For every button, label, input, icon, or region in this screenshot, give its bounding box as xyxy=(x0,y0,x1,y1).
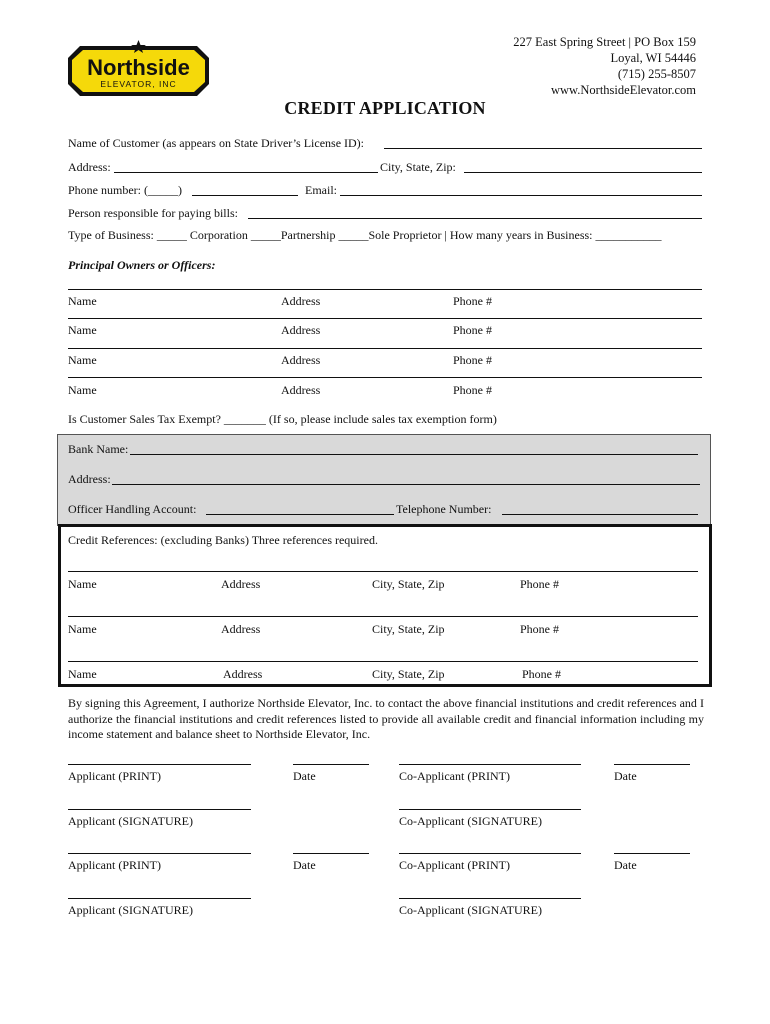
tax-exempt-question: Is Customer Sales Tax Exempt? _______ (If so, please include sales tax exemption form) xyxy=(68,412,497,426)
reference-name-label: Name xyxy=(68,577,97,591)
reference-phone-label: Phone # xyxy=(520,577,559,591)
company-street: 227 East Spring Street | PO Box 159 xyxy=(513,35,696,49)
coapplicant-signature-line[interactable] xyxy=(399,809,581,810)
owner-name-label: Name xyxy=(68,323,97,337)
applicant-print-label: Applicant (PRINT) xyxy=(68,769,161,783)
owner-name-label: Name xyxy=(68,353,97,367)
applicant-print-label: Applicant (PRINT) xyxy=(68,858,161,872)
applicant-print-line[interactable] xyxy=(68,853,251,854)
coapplicant-print-label: Co-Applicant (PRINT) xyxy=(399,769,510,783)
reference-row-3-line[interactable] xyxy=(68,661,698,662)
bank-telephone-label: Telephone Number: xyxy=(396,502,492,516)
owner-phone-label: Phone # xyxy=(453,383,492,397)
officer-label: Officer Handling Account: xyxy=(68,502,197,516)
owner-name-label: Name xyxy=(68,383,97,397)
applicant-signature-line[interactable] xyxy=(68,898,251,899)
owner-phone-label: Phone # xyxy=(453,294,492,308)
date-label: Date xyxy=(614,858,637,872)
email-field[interactable] xyxy=(340,184,702,196)
reference-row-1-line[interactable] xyxy=(68,571,698,572)
date-line[interactable] xyxy=(614,764,690,765)
coapplicant-signature-line[interactable] xyxy=(399,898,581,899)
owner-address-label: Address xyxy=(281,353,321,367)
date-line[interactable] xyxy=(293,764,369,765)
owner-row-3-line[interactable] xyxy=(68,348,702,349)
owner-address-label: Address xyxy=(281,294,321,308)
logo-subtitle: ELEVATOR, INC xyxy=(100,79,177,89)
references-heading: Credit References: (excluding Banks) Three references required. xyxy=(68,533,378,547)
owner-row-1-line[interactable] xyxy=(68,289,702,290)
reference-city-label: City, State, Zip xyxy=(372,577,445,591)
reference-address-label: Address xyxy=(221,577,261,591)
reference-phone-label: Phone # xyxy=(520,622,559,636)
phone-label: Phone number: (_____) xyxy=(68,183,182,197)
date-line[interactable] xyxy=(293,853,369,854)
bank-info-section xyxy=(57,434,711,526)
logo-wordmark: Northside xyxy=(87,55,190,80)
city-state-zip-label: City, State, Zip: xyxy=(380,160,456,174)
payer-field[interactable] xyxy=(248,207,702,219)
customer-name-label: Name of Customer (as appears on State Driver’s License ID): xyxy=(68,136,365,150)
applicant-signature-label: Applicant (SIGNATURE) xyxy=(68,903,193,917)
owner-row-4-line[interactable] xyxy=(68,377,702,378)
city-state-zip-field[interactable] xyxy=(464,161,702,173)
address-label: Address: xyxy=(68,160,111,174)
owner-address-label: Address xyxy=(281,323,321,337)
bank-address-label: Address: xyxy=(68,472,111,486)
reference-phone-label: Phone # xyxy=(522,667,561,681)
officer-field[interactable] xyxy=(206,503,394,515)
date-label: Date xyxy=(614,769,637,783)
applicant-signature-line[interactable] xyxy=(68,809,251,810)
bank-address-field[interactable] xyxy=(112,473,700,485)
business-type-label: Type of Business: _____ Corporation _____Partnership _____Sole Proprietor | How many years in Business: ___________ xyxy=(68,228,662,242)
coapplicant-signature-label: Co-Applicant (SIGNATURE) xyxy=(399,903,542,917)
agreement-text: By signing this Agreement, I authorize Northside Elevator, Inc. to contact the above financial institutions and credit references and I authorize the financial institutions and credit references listed to provide all available credit and financial information including my income statement and balance sheet to Northside Elevator, Inc. xyxy=(68,696,704,741)
credit-references-section xyxy=(58,524,712,687)
owners-heading: Principal Owners or Officers: xyxy=(68,258,216,272)
company-phone: (715) 255-8507 xyxy=(617,67,696,81)
reference-address-label: Address xyxy=(221,622,261,636)
bank-name-label: Bank Name: xyxy=(68,442,129,456)
company-address-block xyxy=(513,34,696,98)
coapplicant-print-line[interactable] xyxy=(399,764,581,765)
payer-label: Person responsible for paying bills: xyxy=(68,206,238,220)
date-label: Date xyxy=(293,858,316,872)
applicant-print-line[interactable] xyxy=(68,764,251,765)
company-city: Loyal, WI 54446 xyxy=(610,51,696,65)
bank-telephone-field[interactable] xyxy=(502,503,698,515)
address-field[interactable] xyxy=(114,161,378,173)
owner-name-label: Name xyxy=(68,294,97,308)
reference-address-label: Address xyxy=(223,667,263,681)
owner-row-2-line[interactable] xyxy=(68,318,702,319)
coapplicant-signature-label: Co-Applicant (SIGNATURE) xyxy=(399,814,542,828)
reference-city-label: City, State, Zip xyxy=(372,667,445,681)
email-label: Email: xyxy=(305,183,337,197)
owner-address-label: Address xyxy=(281,383,321,397)
northside-elevator-logo xyxy=(66,40,211,102)
customer-name-field[interactable] xyxy=(384,137,702,149)
reference-city-label: City, State, Zip xyxy=(372,622,445,636)
reference-name-label: Name xyxy=(68,622,97,636)
applicant-signature-label: Applicant (SIGNATURE) xyxy=(68,814,193,828)
bank-name-field[interactable] xyxy=(130,443,698,455)
reference-row-2-line[interactable] xyxy=(68,616,698,617)
company-website: www.NorthsideElevator.com xyxy=(551,83,696,97)
date-label: Date xyxy=(293,769,316,783)
date-line[interactable] xyxy=(614,853,690,854)
owner-phone-label: Phone # xyxy=(453,353,492,367)
coapplicant-print-line[interactable] xyxy=(399,853,581,854)
page-title: CREDIT APPLICATION xyxy=(284,98,486,118)
owner-phone-label: Phone # xyxy=(453,323,492,337)
coapplicant-print-label: Co-Applicant (PRINT) xyxy=(399,858,510,872)
reference-name-label: Name xyxy=(68,667,97,681)
phone-field[interactable] xyxy=(192,184,298,196)
